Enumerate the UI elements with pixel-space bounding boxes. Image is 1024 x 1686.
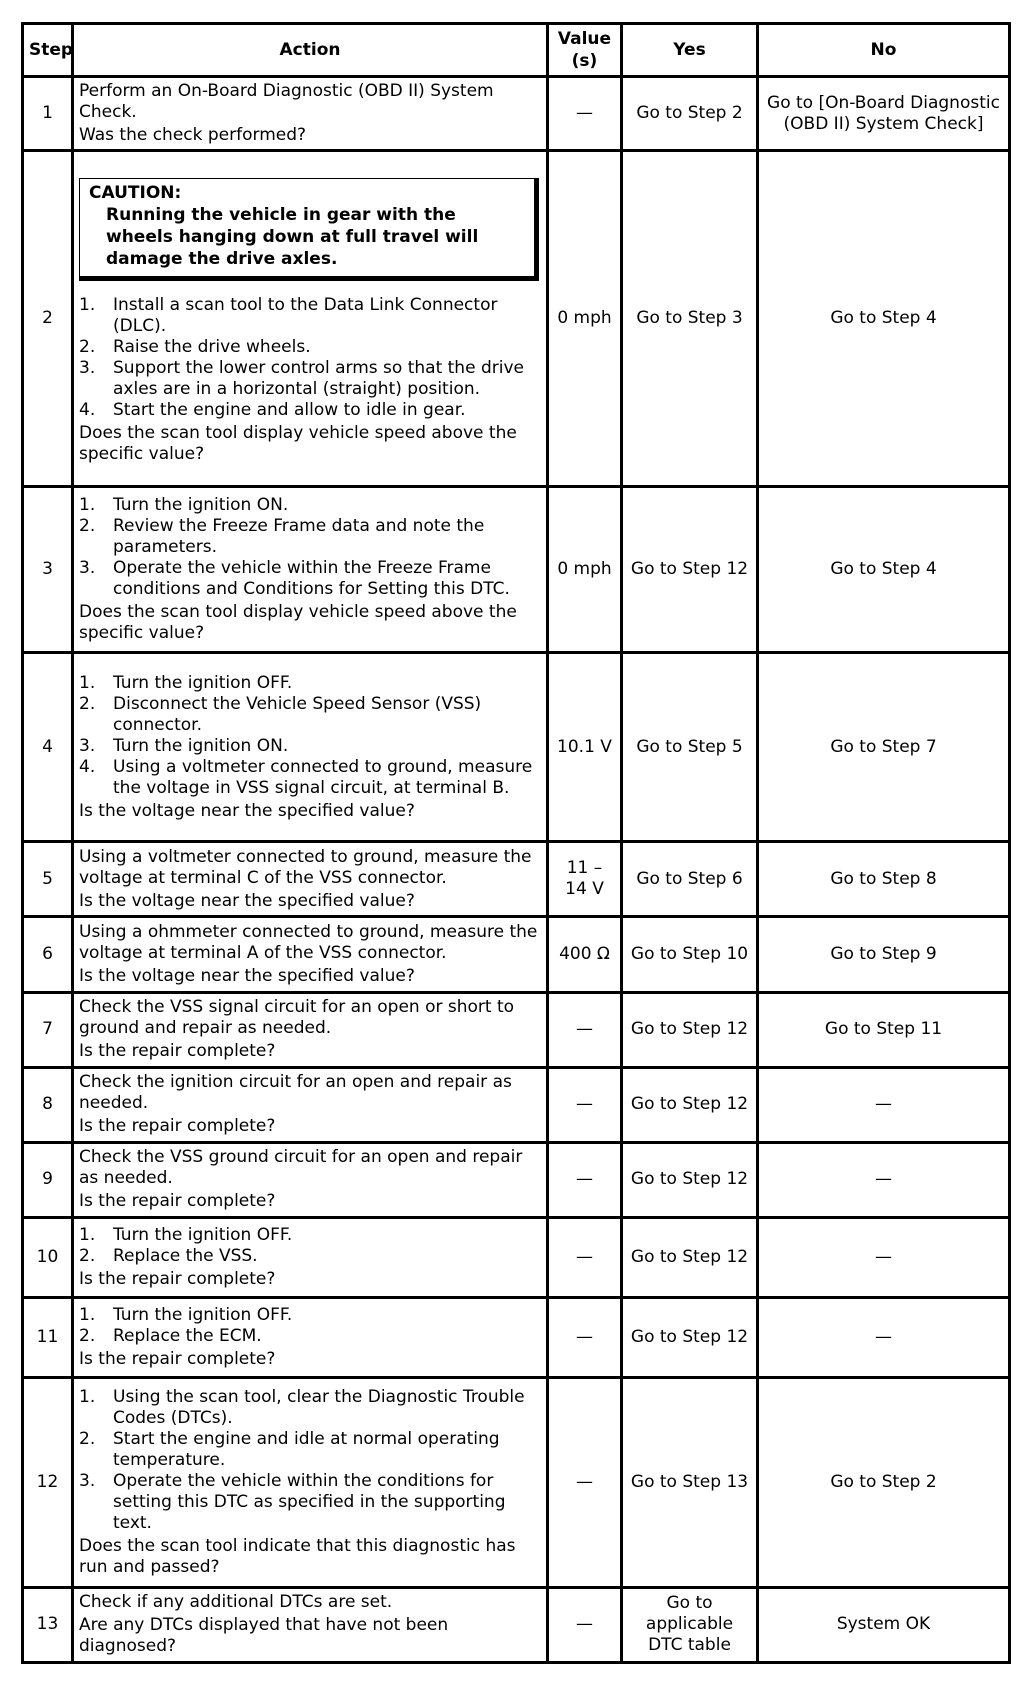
yes-cell: Go to Step 12 <box>622 1297 758 1377</box>
list-item: 2. Raise the drive wheels. <box>79 337 311 358</box>
header-step: Step <box>23 24 73 77</box>
action-question: Is the repair complete? <box>79 1348 276 1369</box>
action-list <box>79 295 541 421</box>
action-text: Check the VSS ground circuit for an open and repair as needed. <box>79 1147 523 1189</box>
action-list <box>79 1225 541 1267</box>
no-cell: Go to Step 11 <box>758 992 1010 1067</box>
table-row-step-3 <box>23 487 1010 653</box>
list-item: 4. Start the engine and allow to idle in gear. <box>79 400 466 421</box>
action-cell <box>73 1587 548 1662</box>
step-number: 7 <box>23 992 73 1067</box>
action-question: Is the repair complete? <box>79 1268 276 1289</box>
table-row-step-4 <box>23 653 1010 842</box>
header-value: Value (s) <box>548 24 622 77</box>
action-cell <box>73 1377 548 1587</box>
action-question: Is the repair complete? <box>79 1191 276 1212</box>
yes-cell: Go to Step 6 <box>622 842 758 917</box>
action-question: Does the scan tool indicate that this diagnostic has run and passed? <box>79 1535 516 1577</box>
action-cell <box>73 842 548 917</box>
value-cell: — <box>548 1217 622 1297</box>
value-cell: — <box>548 1297 622 1377</box>
table-row-step-9 <box>23 1142 1010 1217</box>
table-row-step-1 <box>23 77 1010 151</box>
list-item: 3. Operate the vehicle within the Freeze Frame conditions and Conditions for Setting this DTC. <box>79 558 510 600</box>
table-row-step-10 <box>23 1217 1010 1297</box>
no-cell: Go to Step 9 <box>758 917 1010 992</box>
value-cell: — <box>548 1142 622 1217</box>
no-cell: Go to Step 4 <box>758 151 1010 487</box>
list-item: 2. Start the engine and idle at normal operating temperature. <box>79 1428 500 1470</box>
action-cell <box>73 1142 548 1217</box>
value-cell: 11 – 14 V <box>548 842 622 917</box>
value-cell: 10.1 V <box>548 653 622 842</box>
action-cell <box>73 151 548 487</box>
step-number: 12 <box>23 1377 73 1587</box>
list-item: 1. Install a scan tool to the Data Link Connector (DLC). <box>79 295 498 337</box>
value-cell: — <box>548 1377 622 1587</box>
action-question: Does the scan tool display vehicle speed above the specific value? <box>79 423 517 465</box>
step-number: 3 <box>23 487 73 653</box>
value-cell: — <box>548 992 622 1067</box>
action-cell <box>73 992 548 1067</box>
value-cell: — <box>548 77 622 151</box>
list-item: 1. Turn the ignition OFF. <box>79 1224 293 1245</box>
value-cell: — <box>548 1587 622 1662</box>
no-cell: System OK <box>758 1587 1010 1662</box>
action-question: Was the check performed? <box>79 125 307 146</box>
action-cell <box>73 653 548 842</box>
table-row-step-11 <box>23 1297 1010 1377</box>
action-question: Is the voltage near the specified value? <box>79 966 415 986</box>
step-number: 11 <box>23 1297 73 1377</box>
list-item: 2. Replace the VSS. <box>79 1245 258 1266</box>
list-item: 2. Review the Freeze Frame data and note the parameters. <box>79 516 485 558</box>
step-number: 1 <box>23 77 73 151</box>
step-number: 13 <box>23 1587 73 1662</box>
no-cell: Go to Step 7 <box>758 653 1010 842</box>
yes-cell: Go to Step 12 <box>622 1142 758 1217</box>
action-cell <box>73 917 548 992</box>
list-item: 1. Turn the ignition OFF. <box>79 1304 293 1325</box>
action-list <box>79 1387 541 1534</box>
step-number: 6 <box>23 917 73 992</box>
step-number: 8 <box>23 1067 73 1142</box>
step-number: 4 <box>23 653 73 842</box>
diagnostic-table <box>21 22 1011 1664</box>
header-yes: Yes <box>622 24 758 77</box>
no-cell: Go to [On-Board Diagnostic (OBD II) System Check] <box>758 77 1010 151</box>
table-row-step-8 <box>23 1067 1010 1142</box>
value-cell: 0 mph <box>548 487 622 653</box>
no-cell: Go to Step 8 <box>758 842 1010 917</box>
table-row-step-5 <box>23 842 1010 917</box>
step-number: 10 <box>23 1217 73 1297</box>
list-item: 2. Disconnect the Vehicle Speed Sensor (VSS) connector. <box>79 693 482 735</box>
value-cell: — <box>548 1067 622 1142</box>
action-cell <box>73 77 548 151</box>
step-number: 5 <box>23 842 73 917</box>
table-row-step-12 <box>23 1377 1010 1587</box>
list-item: 1. Turn the ignition ON. <box>79 495 289 516</box>
action-question: Is the voltage near the specified value? <box>79 800 415 821</box>
list-item: 3. Operate the vehicle within the conditions for setting this DTC as specified in the supporting text. <box>79 1470 506 1533</box>
action-text: Check the ignition circuit for an open and repair as needed. <box>79 1072 512 1114</box>
caution-text: Running the vehicle in gear with the wheels hanging down at full travel will damage the drive axles. <box>106 205 479 270</box>
action-text: Check the VSS signal circuit for an open or short to ground and repair as needed. <box>79 997 515 1039</box>
yes-cell: Go to Step 12 <box>622 1067 758 1142</box>
yes-cell: Go to Step 12 <box>622 1217 758 1297</box>
header-action: Action <box>73 24 548 77</box>
action-text: Using a voltmeter connected to ground, measure the voltage at terminal C of the VSS connector. <box>79 846 532 888</box>
action-cell <box>73 1067 548 1142</box>
caution-title: CAUTION: <box>89 183 182 204</box>
action-text: Check if any additional DTCs are set. <box>79 1592 393 1613</box>
action-text: Using a ohmmeter connected to ground, measure the voltage at terminal A of the VSS connector. <box>79 922 538 963</box>
yes-cell: Go to Step 2 <box>622 77 758 151</box>
yes-cell: Go to Step 12 <box>622 992 758 1067</box>
list-item: 3. Turn the ignition ON. <box>79 735 289 756</box>
action-question: Is the voltage near the specified value? <box>79 890 415 911</box>
yes-cell: Go to Step 5 <box>622 653 758 842</box>
step-number: 9 <box>23 1142 73 1217</box>
yes-cell: Go to Step 13 <box>622 1377 758 1587</box>
no-cell: — <box>758 1297 1010 1377</box>
action-list <box>79 495 541 600</box>
list-item: 3. Support the lower control arms so that the drive axles are in a horizontal (straight) position. <box>79 358 524 400</box>
action-list <box>79 1305 541 1347</box>
action-question: Is the repair complete? <box>79 1116 276 1137</box>
action-list <box>79 673 541 799</box>
header-row <box>23 24 1010 77</box>
list-item: 1. Turn the ignition OFF. <box>79 672 293 693</box>
action-question: Does the scan tool display vehicle speed above the specific value? <box>79 602 517 644</box>
action-cell <box>73 487 548 653</box>
value-cell: 400 Ω <box>548 917 622 992</box>
list-item: 2. Replace the ECM. <box>79 1325 262 1346</box>
action-cell <box>73 1297 548 1377</box>
yes-cell: Go to applicable DTC table <box>622 1587 758 1662</box>
header-no: No <box>758 24 1010 77</box>
caution-box <box>79 178 539 281</box>
no-cell: Go to Step 2 <box>758 1377 1010 1587</box>
no-cell: — <box>758 1067 1010 1142</box>
table-row-step-13 <box>23 1587 1010 1662</box>
action-question: Is the repair complete? <box>79 1041 276 1062</box>
table-row-step-7 <box>23 992 1010 1067</box>
action-question: Are any DTCs displayed that have not been diagnosed? <box>79 1615 449 1657</box>
action-text: Perform an On-Board Diagnostic (OBD II) System Check. <box>79 81 494 123</box>
list-item: 1. Using the scan tool, clear the Diagnostic Trouble Codes (DTCs). <box>79 1386 525 1428</box>
no-cell: Go to Step 4 <box>758 487 1010 653</box>
list-item: 4. Using a voltmeter connected to ground, measure the voltage in VSS signal circuit, at terminal B. <box>79 756 533 798</box>
yes-cell: Go to Step 3 <box>622 151 758 487</box>
value-cell: 0 mph <box>548 151 622 487</box>
no-cell: — <box>758 1217 1010 1297</box>
table-row-step-2 <box>23 151 1010 487</box>
yes-cell: Go to Step 10 <box>622 917 758 992</box>
table-row-step-6 <box>23 917 1010 992</box>
no-cell: — <box>758 1142 1010 1217</box>
yes-cell: Go to Step 12 <box>622 487 758 653</box>
step-number: 2 <box>23 151 73 487</box>
action-cell <box>73 1217 548 1297</box>
